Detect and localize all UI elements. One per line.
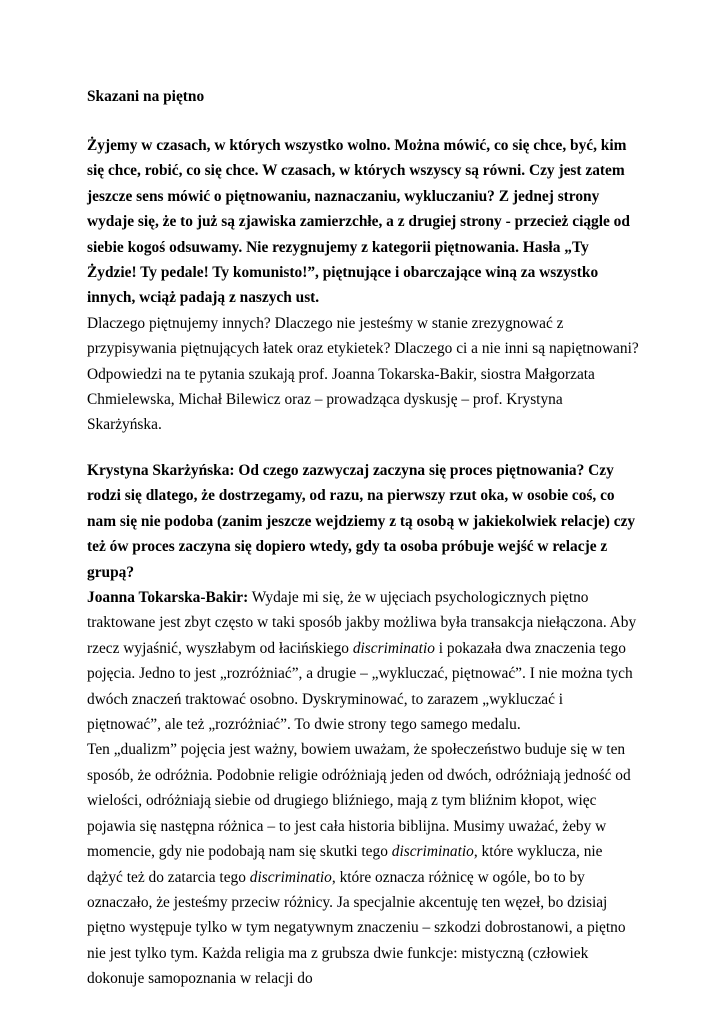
- latin-term: discriminatio: [391, 843, 474, 861]
- intro-lead-paragraph: Żyjemy w czasach, w których wszystko wolno. Można mówić, co się chce, być, kim się chce, robić, co się chce. W czasach, w których wszyscy są równi. Czy jest zatem jeszcze sens mówić o piętnowaniu, naznaczaniu, wykluczaniu? Z jednej strony wydaje się, że to już są zjawiska zamierzchłe, a z drugiej strony - przecież ciągle od siebie kogoś odsuwamy. Nie rezygnujemy z kategorii piętnowania. Hasła „Ty Żydzie! Ty pedale! Ty komunisto!”, piętnujące i obarczające winą za wszystko innych, wciąż padają z naszych ust.: [87, 137, 630, 307]
- latin-term: discriminatio: [352, 639, 435, 657]
- answer-paragraph-2: [87, 737, 639, 991]
- interview-section: [87, 458, 639, 992]
- answer-text: Wydaje mi się, że w ujęciach psychologicznych piętno traktowane jest zbyt często w taki sposób jakby możliwa była transakcja niełączona. Aby rzecz wyjaśnić, wyszłabym od łacińskiego: [87, 589, 637, 657]
- answer-text: Ten „dualizm” pojęcia jest ważny, bowiem uważam, że społeczeństwo buduje się w ten sposób, że odróżnia. Podobnie religie odróżniają jeden od dwóch, odróżniają jedność od wielości, odróżniają siebie od drugiego bliźniego, mają z tym bliźnim kłopot, więc pojawia się następna różnica – to jest cała historia biblijna. Musimy uważać, żeby w momencie, gdy nie podobają nam się skutki tego: [87, 741, 631, 861]
- answer-text: i pokazała dwa znaczenia tego pojęcia. Jedno to jest „rozróżniać”, a drugie – „wykluczać, piętnować”. I nie można tych dwóch znaczeń traktować osobno. Dyskryminować, to zarazem „wykluczać i piętnować”, ale też „rozróżniać”. To dwie strony tego samego medalu.: [87, 639, 633, 734]
- intro-paragraph: Dlaczego piętnujemy innych? Dlaczego nie jesteśmy w stanie zrezygnować z przypisywania piętnujących łatek oraz etykietek? Dlaczego ci a nie inni są napiętnowani? Odpowiedzi na te pytania szukają prof. Joanna Tokarska-Bakir, siostra Małgorzata Chmielewska, Michał Bilewicz oraz – prowadząca dyskusję – prof. Krystyna Skarżyńska.: [87, 314, 639, 434]
- answer-paragraph-1: [87, 585, 639, 737]
- question-paragraph: Krystyna Skarżyńska: Od czego zazwyczaj zaczyna się proces piętnowania? Czy rodzi się dlatego, że dostrzegamy, od razu, na pierwszy rzut oka, w osobie coś, co nam się nie podoba (zanim jeszcze wejdziemy z tą osobą w jakiekolwiek relacje) czy też ów proces zaczyna się dopiero wtedy, gdy ta osoba próbuje wejść w relacje z grupą?: [87, 462, 636, 581]
- answer-text: , które wyklucza, nie dążyć też do zatarcia tego: [87, 843, 603, 886]
- speaker-name: Joanna Tokarska-Bakir:: [87, 589, 249, 607]
- document-title: Skazani na piętno: [87, 88, 205, 105]
- answer-text: , które oznacza różnicę w ogóle, bo to by oznaczało, że jesteśmy przeciw różnicy. Ja specjalnie akcentuję ten węzeł, bo dzisiaj piętno występuje tylko w tym negatywnym znaczeniu – szkodzi dobrostanowi, a piętno nie jest tylko tym. Każda religia ma z grubsza dwie funkcje: mistyczną (człowiek dokonuje samopoznania w relacji do: [87, 868, 626, 988]
- intro-section: [87, 133, 639, 438]
- latin-term: discriminatio: [249, 868, 332, 886]
